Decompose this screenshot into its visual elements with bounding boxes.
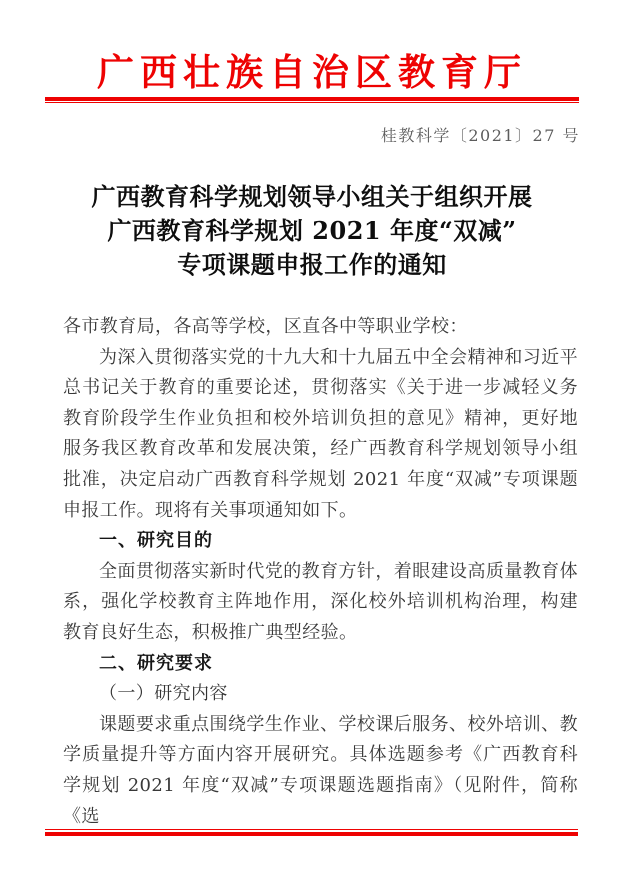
notice-title-line-2: 广西教育科学规划 2021 年度“双减” bbox=[107, 216, 517, 245]
notice-title-line-1: 广西教育科学规划领导小组关于组织开展 bbox=[91, 182, 533, 211]
notice-title bbox=[0, 180, 624, 282]
section-heading-research-purpose: 一、研究目的 bbox=[99, 530, 213, 552]
salutation-line: 各市教育局，各高等学校，区直各中等职业学校： bbox=[63, 316, 468, 337]
body-paragraph-content: 课题要求重点围绕学生作业、学校课后服务、校外培训、教学质量提升等方面内容开展研究。具体选题参考《广西教育科学规划 2021 年度“双减”专项课题选题指南》（见附件，简称《选 bbox=[63, 713, 578, 827]
agency-letterhead: 广西壮族自治区教育厅 bbox=[97, 50, 527, 94]
notice-title-line-3: 专项课题申报工作的通知 bbox=[177, 250, 447, 279]
footer-divider bbox=[45, 829, 578, 836]
subsection-heading-research-content: （一）研究内容 bbox=[99, 683, 228, 705]
footer-divider-thick-line bbox=[45, 832, 578, 836]
body-paragraph-purpose: 全面贯彻落实新时代党的教育方针，着眼建设高质量教育体系，强化学校教育主阵地作用，深化校外培训机构治理，构建教育良好生态，积极推广典型经验。 bbox=[63, 560, 578, 643]
document-number: 桂教科学〔2021〕27 号 bbox=[380, 126, 580, 145]
body-paragraph-intro: 为深入贯彻落实党的十九大和十九届五中全会精神和习近平总书记关于教育的重要论述，贯彻落实《关于进一步减轻义务教育阶段学生作业负担和校外培训负担的意见》精神，更好地服务我区教育改革和发展决策，经广西教育科学规划领导小组批准，决定启动广西教育科学规划 2021 年度“双减”专项课题申报工作。现将有关事项通知如下。 bbox=[63, 346, 578, 521]
header-divider-thin-line bbox=[45, 102, 579, 103]
header-divider bbox=[45, 97, 579, 103]
notice-body bbox=[63, 312, 578, 832]
section-heading-research-requirements: 二、研究要求 bbox=[99, 652, 213, 674]
